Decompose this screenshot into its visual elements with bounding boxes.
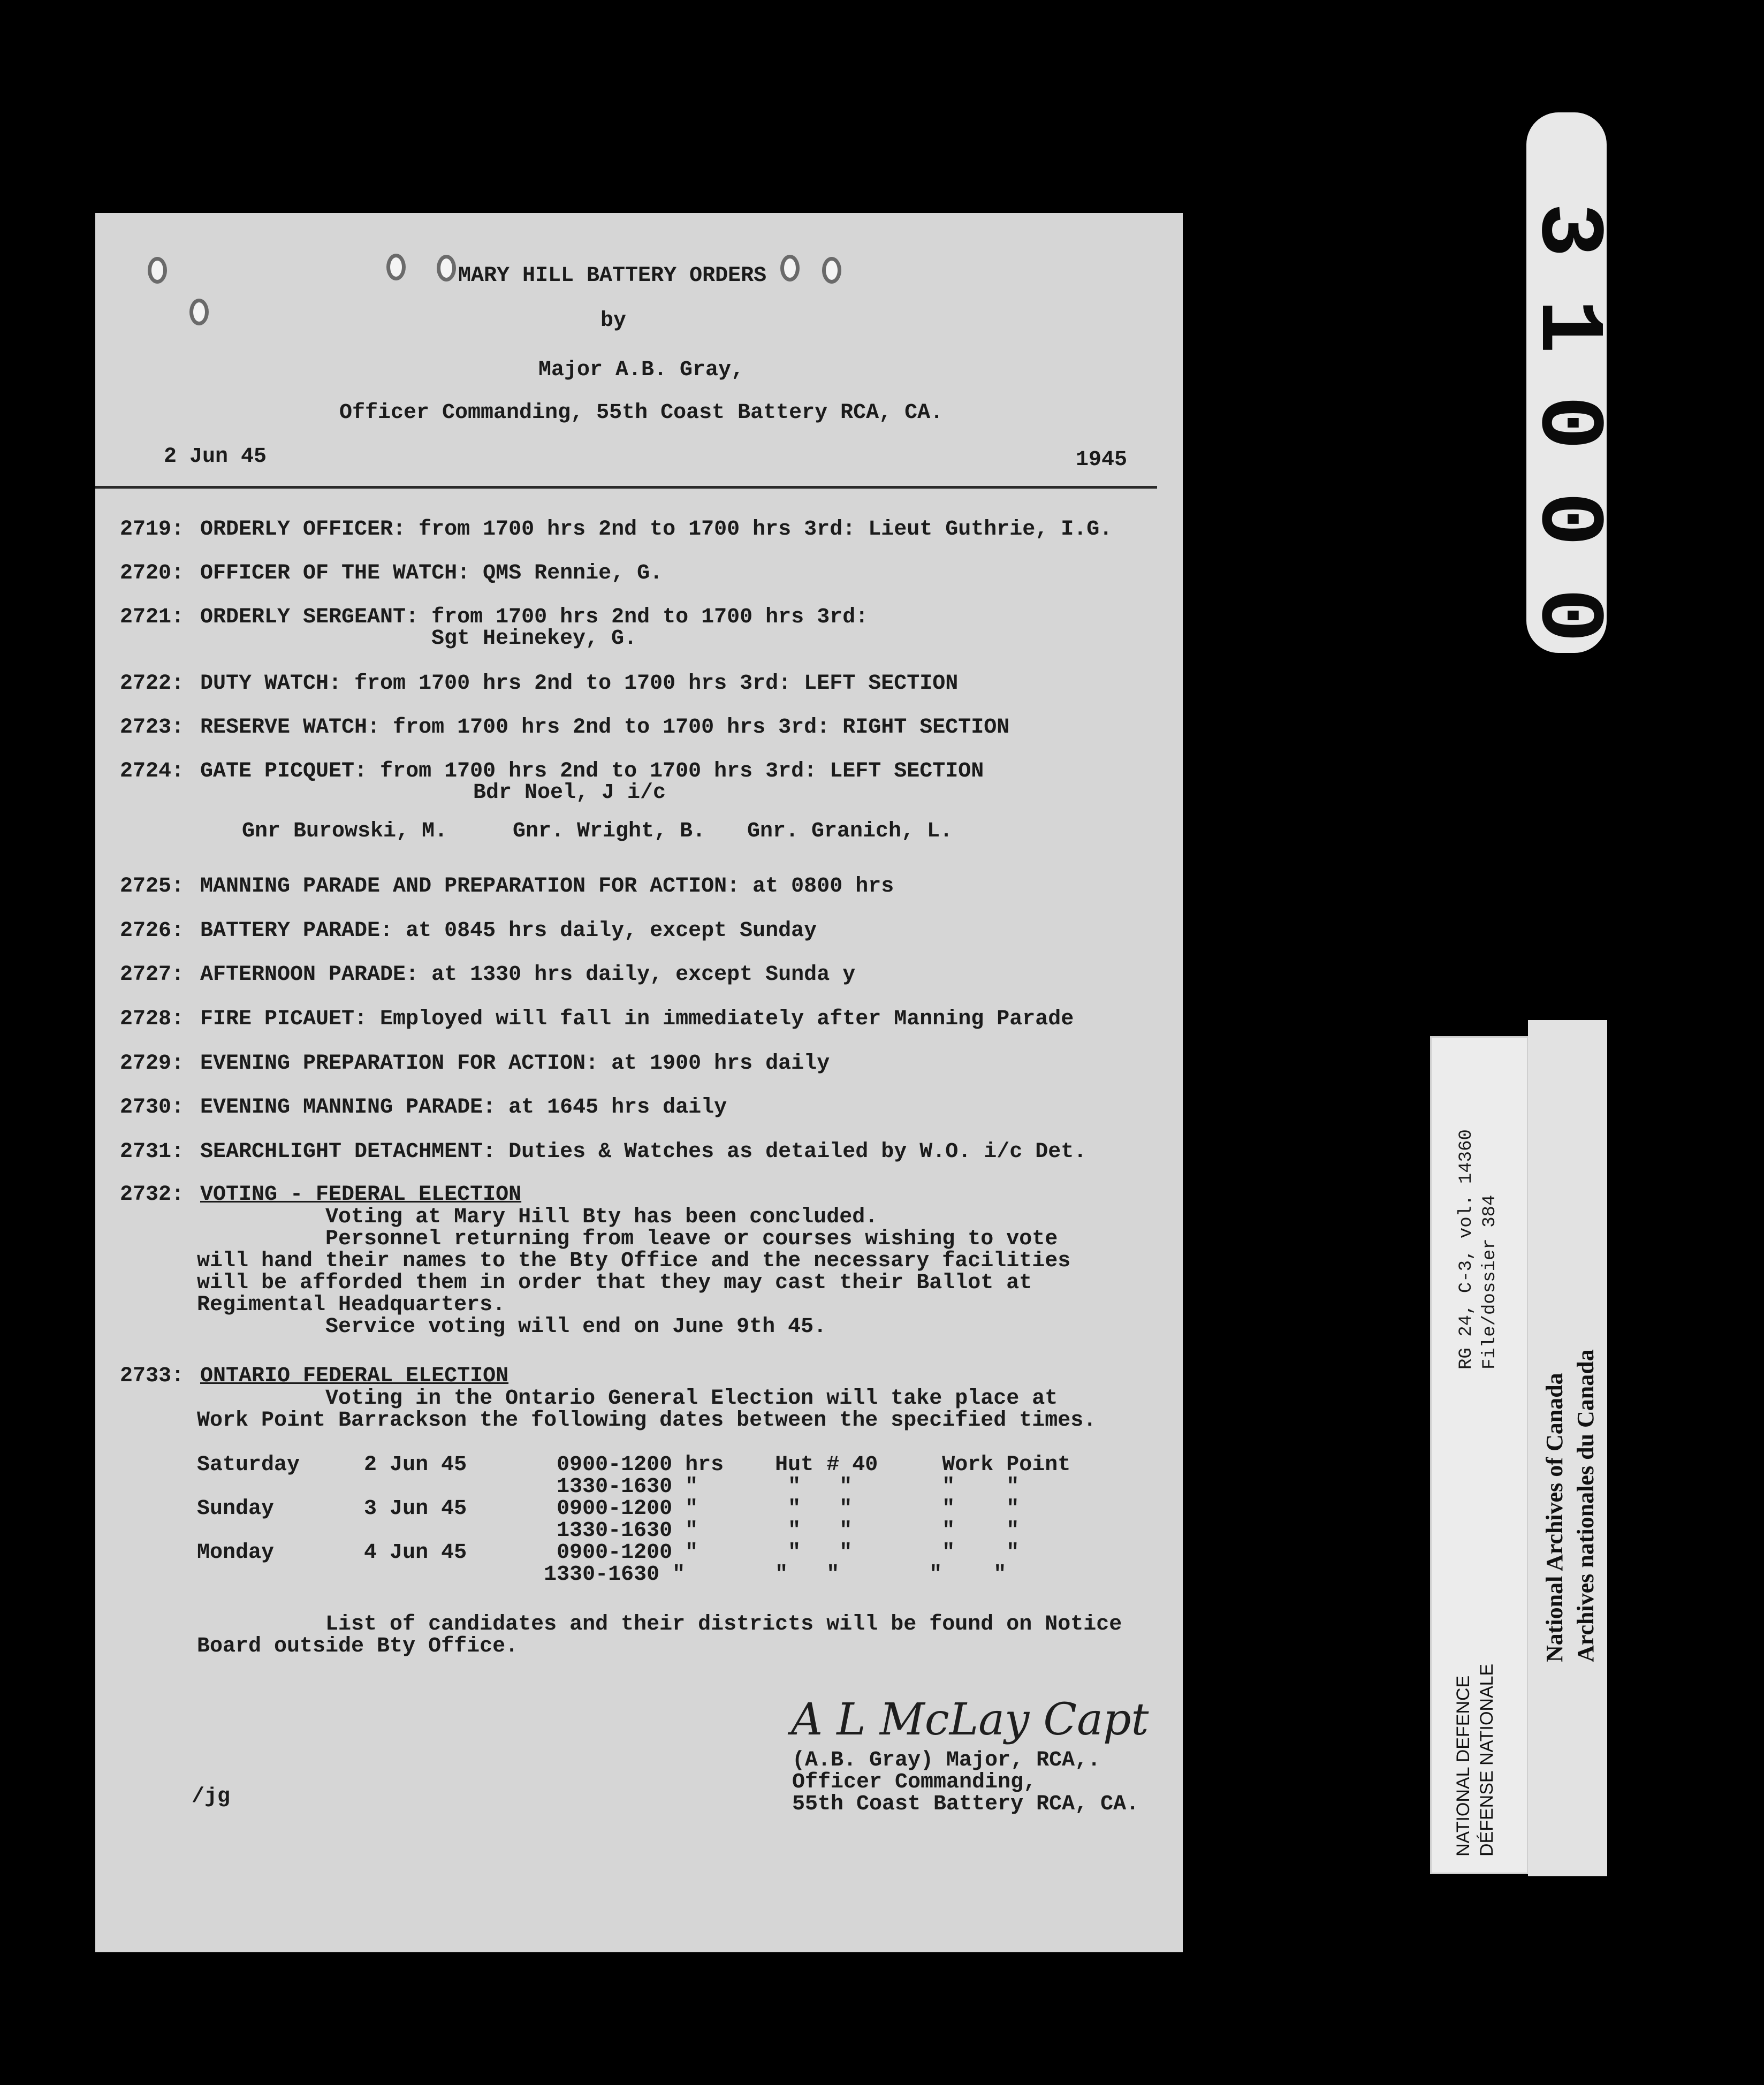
frame-digit: 1 [1515, 299, 1618, 354]
reference-line: File/dossier 384 [1480, 1194, 1500, 1369]
title-by: by [600, 309, 627, 333]
typist-initials: /jg [192, 1785, 231, 1809]
voting-paragraph-line: will be afforded them in order that they may cast their Ballot at [197, 1271, 1032, 1295]
order-number: 2726: [120, 919, 185, 943]
signature-line: 55th Coast Battery RCA, CA. [792, 1792, 1139, 1816]
section-heading: VOTING - FEDERAL ELECTION [200, 1183, 522, 1207]
voting-paragraph-line: will hand their names to the Bty Office and the necessary facilities [197, 1249, 1071, 1273]
archive-name-fr: Archives nationales du Canada [1572, 1349, 1599, 1662]
frame-digit: 0 [1515, 395, 1618, 451]
archive-name-label [1528, 1020, 1607, 1876]
order-text: AFTERNOON PARADE: at 1330 hrs daily, except Sunda y [200, 963, 856, 987]
order-number: 2729: [120, 1052, 185, 1076]
punch-hole [437, 255, 456, 281]
frame-number-stamp [1515, 112, 1618, 653]
handwritten-signature: A L McLay Capt [791, 1694, 1149, 1745]
order-number: 2722: [120, 672, 185, 696]
archive-reference-label [1430, 1036, 1529, 1874]
section-heading: ONTARIO FEDERAL ELECTION [200, 1364, 509, 1388]
order-text: GATE PICQUET: from 1700 hrs 2nd to 1700 hrs 3rd: LEFT SECTION [200, 759, 984, 783]
frame-digit: 0 [1515, 491, 1618, 547]
archive-name-en: National Archives of Canada [1541, 1373, 1568, 1662]
voting-schedule-row: Monday 4 Jun 45 0900-1200 " " " " " [197, 1541, 1020, 1565]
order-text: ORDERLY SERGEANT: from 1700 hrs 2nd to 1700 hrs 3rd: [200, 605, 869, 629]
picquet-member: Gnr. Wright, B. [513, 819, 706, 843]
order-number: 2719: [120, 518, 185, 542]
voting-schedule-row: Sunday 3 Jun 45 0900-1200 " " " " " [197, 1497, 1020, 1521]
order-number: 2733: [120, 1364, 185, 1388]
punch-hole [189, 299, 209, 325]
order-text: FIRE PICAUET: Employed will fall in immediately after Manning Parade [200, 1007, 1074, 1031]
order-number: 2730: [120, 1095, 185, 1120]
voting-schedule-row: 1330-1630 " " " " " [197, 1519, 1020, 1543]
document-page [95, 213, 1183, 1952]
voting-schedule-row: 1330-1630 " " " " " [197, 1475, 1020, 1499]
order-number: 2723: [120, 716, 185, 740]
voting-paragraph-line: Voting at Mary Hill Bty has been concluded. [197, 1205, 878, 1229]
frame-digit: 0 [1515, 588, 1618, 643]
order-year: 1945 [1076, 448, 1128, 472]
punch-hole [148, 257, 167, 284]
order-text: DUTY WATCH: from 1700 hrs 2nd to 1700 hrs 3rd: LEFT SECTION [200, 672, 959, 696]
order-number: 2732: [120, 1183, 185, 1207]
order-number: 2731: [120, 1140, 185, 1164]
order-number: 2727: [120, 963, 185, 987]
order-date: 2 Jun 45 [164, 445, 267, 469]
order-number: 2725: [120, 874, 185, 899]
voting-paragraph-line: Service voting will end on June 9th 45. [197, 1315, 827, 1339]
reference-line: RG 24, C-3, vol. 14360 [1456, 1129, 1477, 1369]
order-text-detail: Bdr Noel, J i/c [473, 781, 666, 805]
voting-schedule-row: 1330-1630 " " " " " [197, 1563, 1007, 1587]
frame-digit: 3 [1515, 202, 1618, 258]
signature-line: (A.B. Gray) Major, RCA,. [792, 1748, 1101, 1772]
picquet-member: Gnr Burowski, M. [242, 819, 448, 843]
order-text-detail: Sgt Heinekey, G. [431, 627, 637, 651]
commander-position: Officer Commanding, 55th Coast Battery RCA, CA. [339, 401, 944, 425]
document-title: MARY HILL BATTERY ORDERS [458, 264, 767, 288]
order-number: 2728: [120, 1007, 185, 1031]
order-text: ORDERLY OFFICER: from 1700 hrs 2nd to 1700 hrs 3rd: Lieut Guthrie, I.G. [200, 518, 1113, 542]
order-text: SEARCHLIGHT DETACHMENT: Duties & Watches as detailed by W.O. i/c Det. [200, 1140, 1087, 1164]
ontario-closing-line: Board outside Bty Office. [197, 1634, 519, 1658]
ontario-paragraph-line: Voting in the Ontario General Election will take place at [197, 1387, 1058, 1411]
voting-schedule-row: Saturday 2 Jun 45 0900-1200 hrs Hut # 40 Work Point [197, 1453, 1071, 1477]
order-number: 2721: [120, 605, 185, 629]
punch-hole [386, 254, 406, 280]
header-divider [95, 486, 1157, 489]
department-line: DÉFENSE NATIONALE [1477, 1663, 1497, 1856]
order-text: MANNING PARADE AND PREPARATION FOR ACTION: at 0800 hrs [200, 874, 894, 899]
voting-paragraph-line: Personnel returning from leave or courses wishing to vote [197, 1227, 1058, 1251]
commander-name: Major A.B. Gray, [538, 358, 744, 382]
order-text: RESERVE WATCH: from 1700 hrs 2nd to 1700 hrs 3rd: RIGHT SECTION [200, 716, 1010, 740]
order-text: OFFICER OF THE WATCH: QMS Rennie, G. [200, 561, 663, 585]
order-number: 2720: [120, 561, 185, 585]
ontario-closing-line: List of candidates and their districts will be found on Notice [197, 1612, 1122, 1637]
order-number: 2724: [120, 759, 185, 783]
punch-hole [822, 257, 841, 284]
punch-hole [780, 255, 800, 281]
order-text: EVENING PREPARATION FOR ACTION: at 1900 hrs daily [200, 1052, 830, 1076]
order-text: EVENING MANNING PARADE: at 1645 hrs daily [200, 1095, 727, 1120]
picquet-member: Gnr. Granich, L. [747, 819, 953, 843]
order-text: BATTERY PARADE: at 0845 hrs daily, except Sunday [200, 919, 817, 943]
department-line: NATIONAL DEFENCE [1453, 1675, 1473, 1856]
signature-line: Officer Commanding, [792, 1770, 1037, 1794]
ontario-paragraph-line: Work Point Barrackson the following dates between the specified times. [197, 1409, 1097, 1433]
voting-paragraph-line: Regimental Headquarters. [197, 1293, 506, 1317]
